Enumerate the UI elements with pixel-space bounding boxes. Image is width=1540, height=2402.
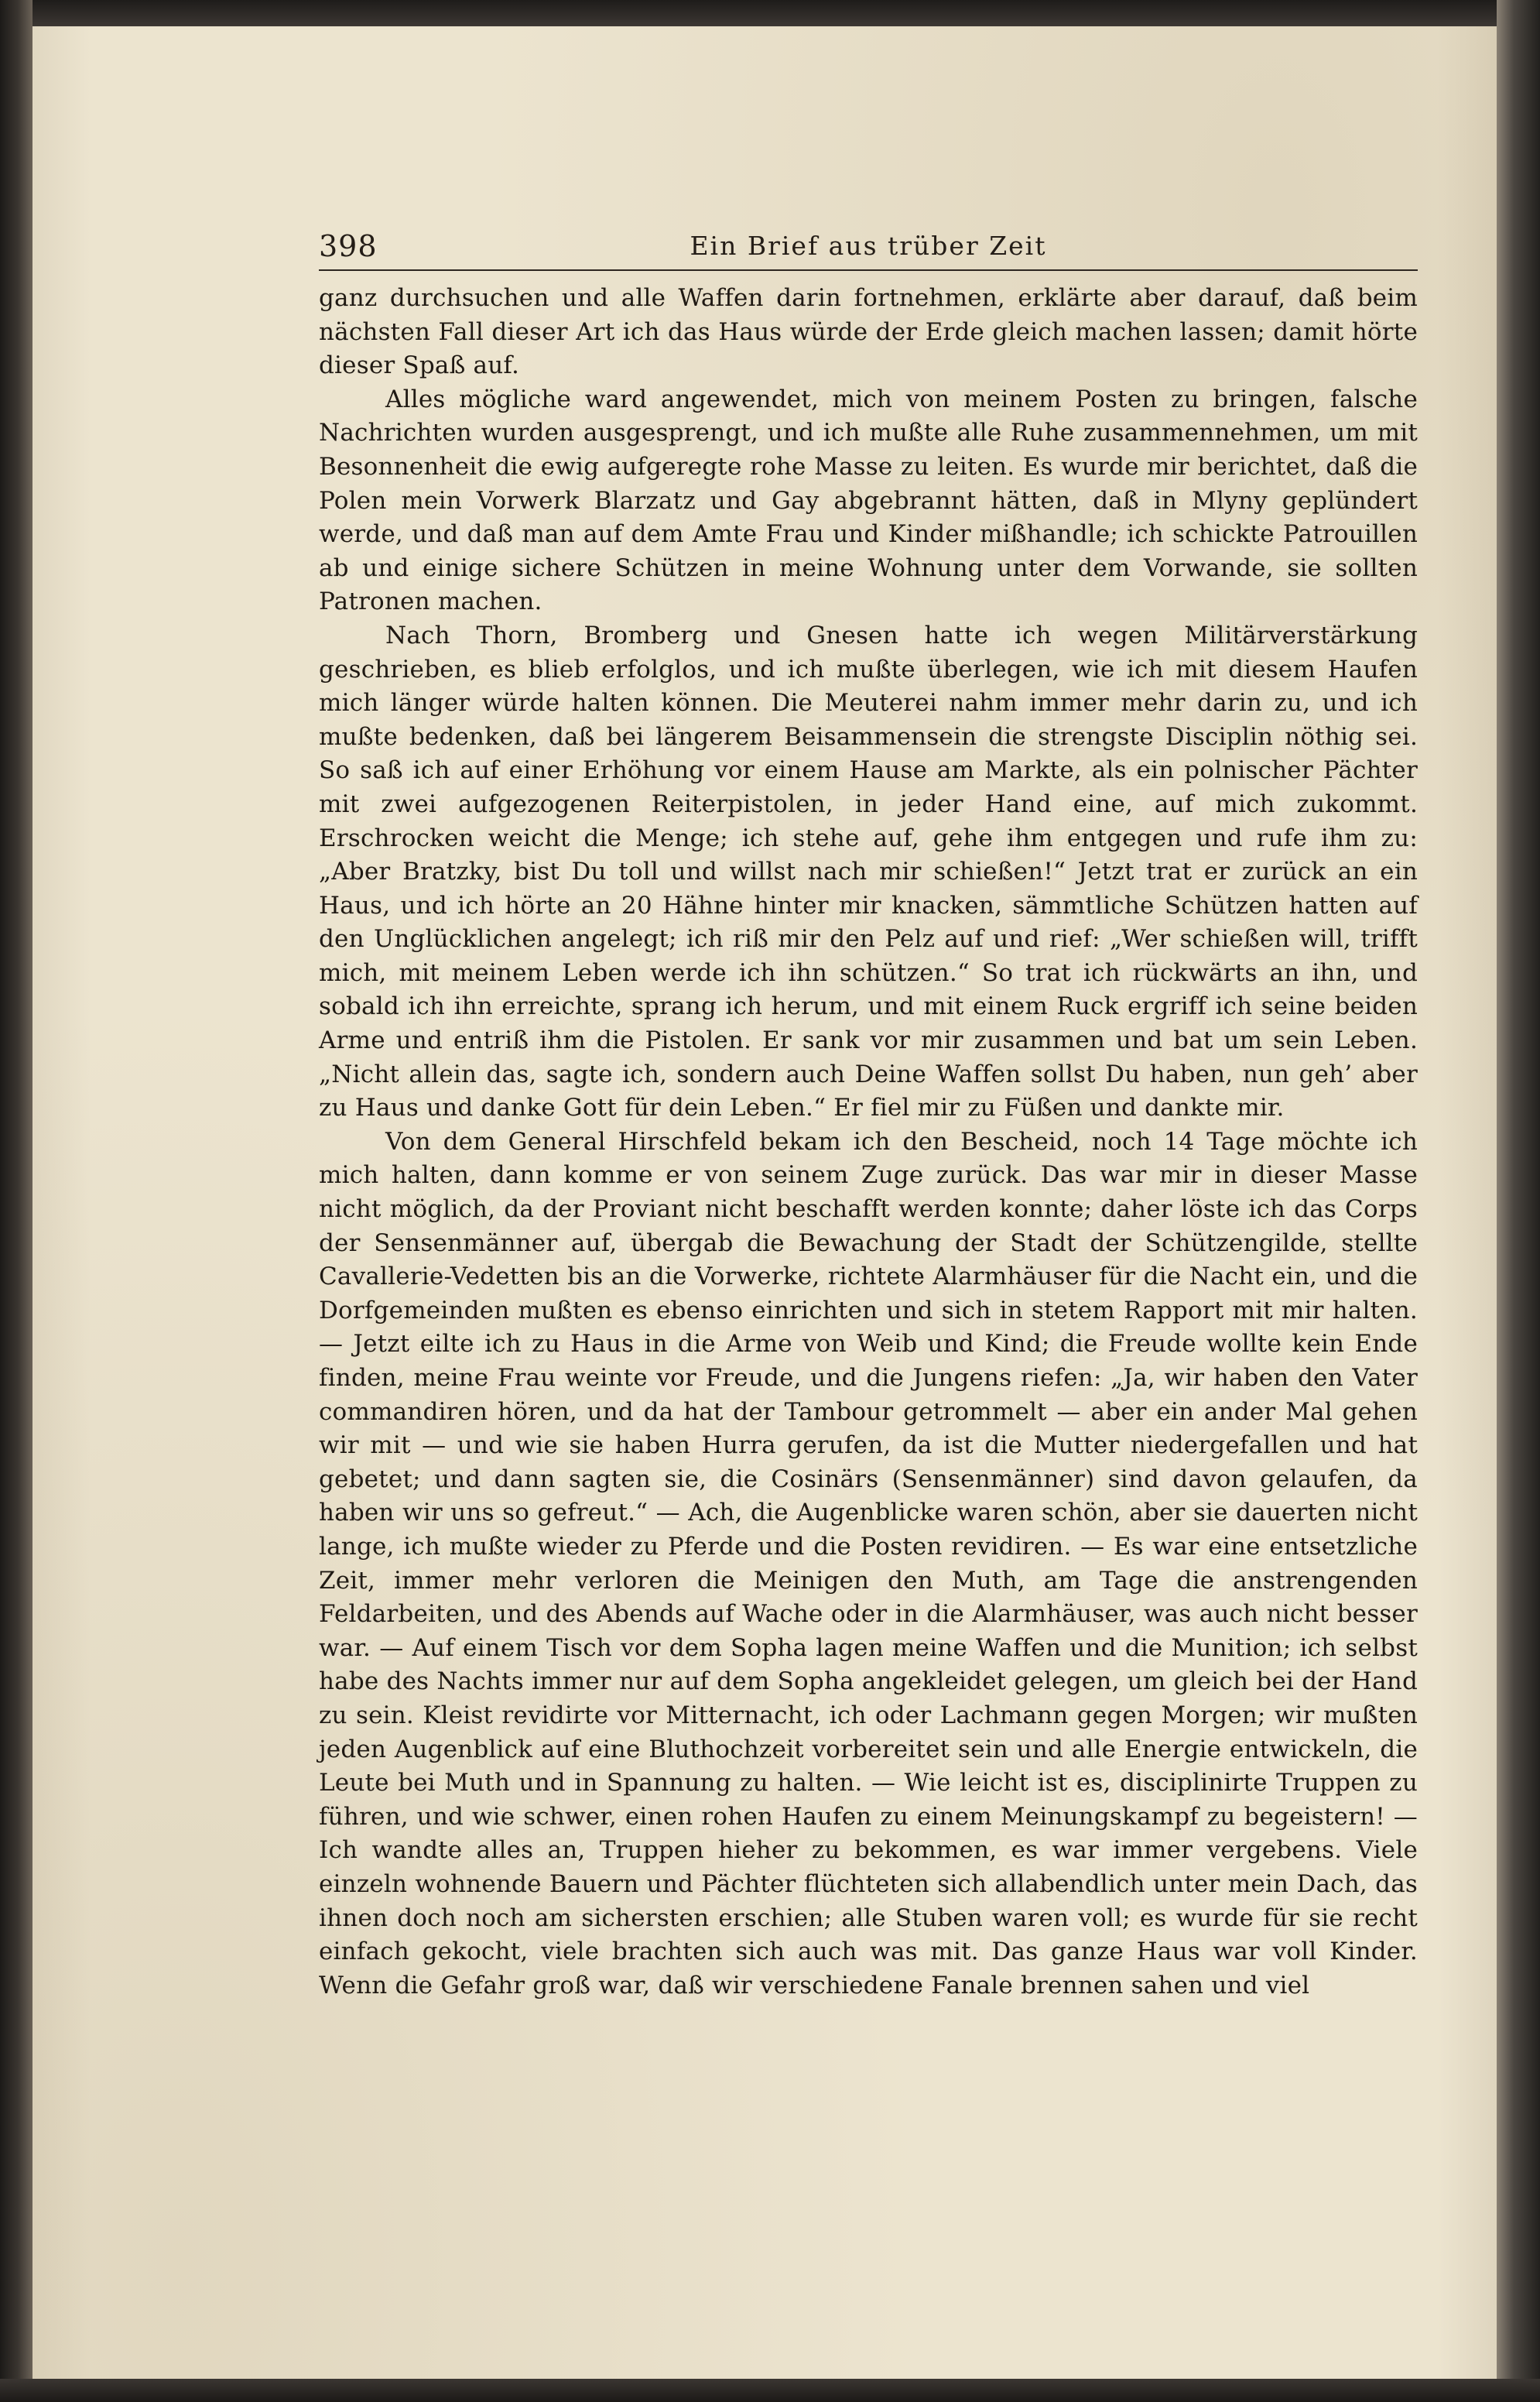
scan-border-right bbox=[1497, 0, 1540, 2402]
page-number: 398 bbox=[319, 229, 378, 263]
paragraph: Nach Thorn, Bromberg und Gnesen hatte ich wegen Militärverstärkung geschrieben, es blieb erfolglos, und ich mußte überlegen, wie ich mit diesem Haufen mich länger würde halten können. Die Meuterei nahm immer mehr darin zu, und ich mußte bedenken, daß bei längerem Beisammensein die strengste Disciplin nöthig sei. So saß ich auf einer Erhöhung vor einem Hause am Markte, als ein polnischer Pächter mit zwei aufgezogenen Reiterpistolen, in jeder Hand eine, auf mich zukommt. Erschrocken weicht die Menge; ich stehe auf, gehe ihm entgegen und rufe ihm zu: „Aber Bratzky, bist Du toll und willst nach mir schießen!“ Jetzt trat er zurück an ein Haus, und ich hörte an 20 Hähne hinter mir knacken, sämmtliche Schützen hatten auf den Unglücklichen angelegt; ich riß mir den Pelz auf und rief: „Wer schießen will, trifft mich, mit meinem Leben werde ich ihn schützen.“ So trat ich rückwärts an ihn, und sobald ich ihn erreichte, sprang ich herum, und mit einem Ruck ergriff ich seine beiden Arme und entriß ihm die Pistolen. Er sank vor mir zusammen und bat um sein Leben. „Nicht allein das, sagte ich, sondern auch Deine Waffen sollst Du haben, nun geh’ aber zu Haus und danke Gott für dein Leben.“ Er fiel mir zu Füßen und dankte mir. bbox=[319, 621, 1418, 1122]
paragraph: Alles mögliche ward angewendet, mich von meinem Posten zu bringen, falsche Nachrichten wurden ausgesprengt, und ich mußte alle Ruhe zusammennehmen, um mit Besonnenheit die ewig aufgeregte rohe Masse zu leiten. Es wurde mir berichtet, daß die Polen mein Vorwerk Blarzatz und Gay abgebrannt hätten, daß in Mlyny geplündert werde, und daß man auf dem Amte Frau und Kinder mißhandle; ich schickte Patrouillen ab und einige sichere Schützen in meine Wohnung unter dem Vorwande, sie sollten Patronen machen. bbox=[319, 385, 1418, 616]
book-page bbox=[33, 26, 1497, 2379]
scan-border-left bbox=[0, 0, 33, 2402]
paragraph-continuation: ganz durchsuchen und alle Waffen darin fortnehmen, erklärte aber darauf, daß beim nächsten Fall dieser Art ich das Haus würde der Erde gleich machen lassen; damit hörte dieser Spaß auf. bbox=[319, 284, 1418, 380]
paragraph: Von dem General Hirschfeld bekam ich den Bescheid, noch 14 Tage möchte ich mich halten, dann komme er von seinem Zuge zurück. Das war mir in dieser Masse nicht möglich, da der Proviant nicht beschafft werden konnte; daher löste ich das Corps der Sensenmänner auf, übergab die Bewachung der Stadt der Schützengilde, stellte Cavallerie-Vedetten bis an die Vorwerke, richtete Alarmhäuser für die Nacht ein, und die Dorfgemeinden mußten es ebenso einrichten und sich in stetem Rapport mit mir halten. — Jetzt eilte ich zu Haus in die Arme von Weib und Kind; die Freude wollte kein Ende finden, meine Frau weinte vor Freude, und die Jungens riefen: „Ja, wir haben den Vater commandiren hören, und da hat der Tambour getrommelt — aber ein ander Mal gehen wir mit — und wie sie haben Hurra gerufen, da ist die Mutter niedergefallen und hat gebetet; und dann sagten sie, die Cosinärs (Sensenmänner) sind davon gelaufen, da haben wir uns so gefreut.“ — Ach, die Augenblicke waren schön, aber sie dauerten nicht lange, ich mußte wieder zu Pferde und die Posten revidiren. — Es war eine entsetzliche Zeit, immer mehr verloren die Meinigen den Muth, am Tage die anstrengenden Feldarbeiten, und des Abends auf Wache oder in die Alarmhäuser, was auch nicht besser war. — Auf einem Tisch vor dem Sopha lagen meine Waffen und die Munition; ich selbst habe des Nachts immer nur auf dem Sopha angekleidet gelegen, um gleich bei der Hand zu sein. Kleist revidirte vor Mitternacht, ich oder Lachmann gegen Morgen; wir mußten jeden Augenblick auf eine Bluthochzeit vorbereitet sein und alle Energie entwickeln, die Leute bei Muth und in Spannung zu halten. — Wie leicht ist es, disciplinirte Truppen zu führen, und wie schwer, einen rohen Haufen zu einem Meinungskampf zu begeistern! — Ich wandte alles an, Truppen hieher zu bekommen, es war immer vergebens. Viele einzeln wohnende Bauern und Pächter flüchteten sich allabendlich unter mein Dach, das ihnen doch noch am sichersten erschien; alle Stuben waren voll; es wurde für sie recht einfach gekocht, viele brachten sich auch was mit. Das ganze Haus war voll Kinder. Wenn die Gefahr groß war, daß wir verschiedene Fanale brennen sahen und viel bbox=[319, 1127, 1418, 1999]
scan-border-bottom bbox=[0, 2379, 1540, 2402]
body-text bbox=[319, 282, 1418, 2003]
running-title: Ein Brief aus trüber Zeit bbox=[690, 231, 1047, 261]
page-header bbox=[319, 226, 1418, 271]
scan-border-top bbox=[0, 0, 1540, 26]
